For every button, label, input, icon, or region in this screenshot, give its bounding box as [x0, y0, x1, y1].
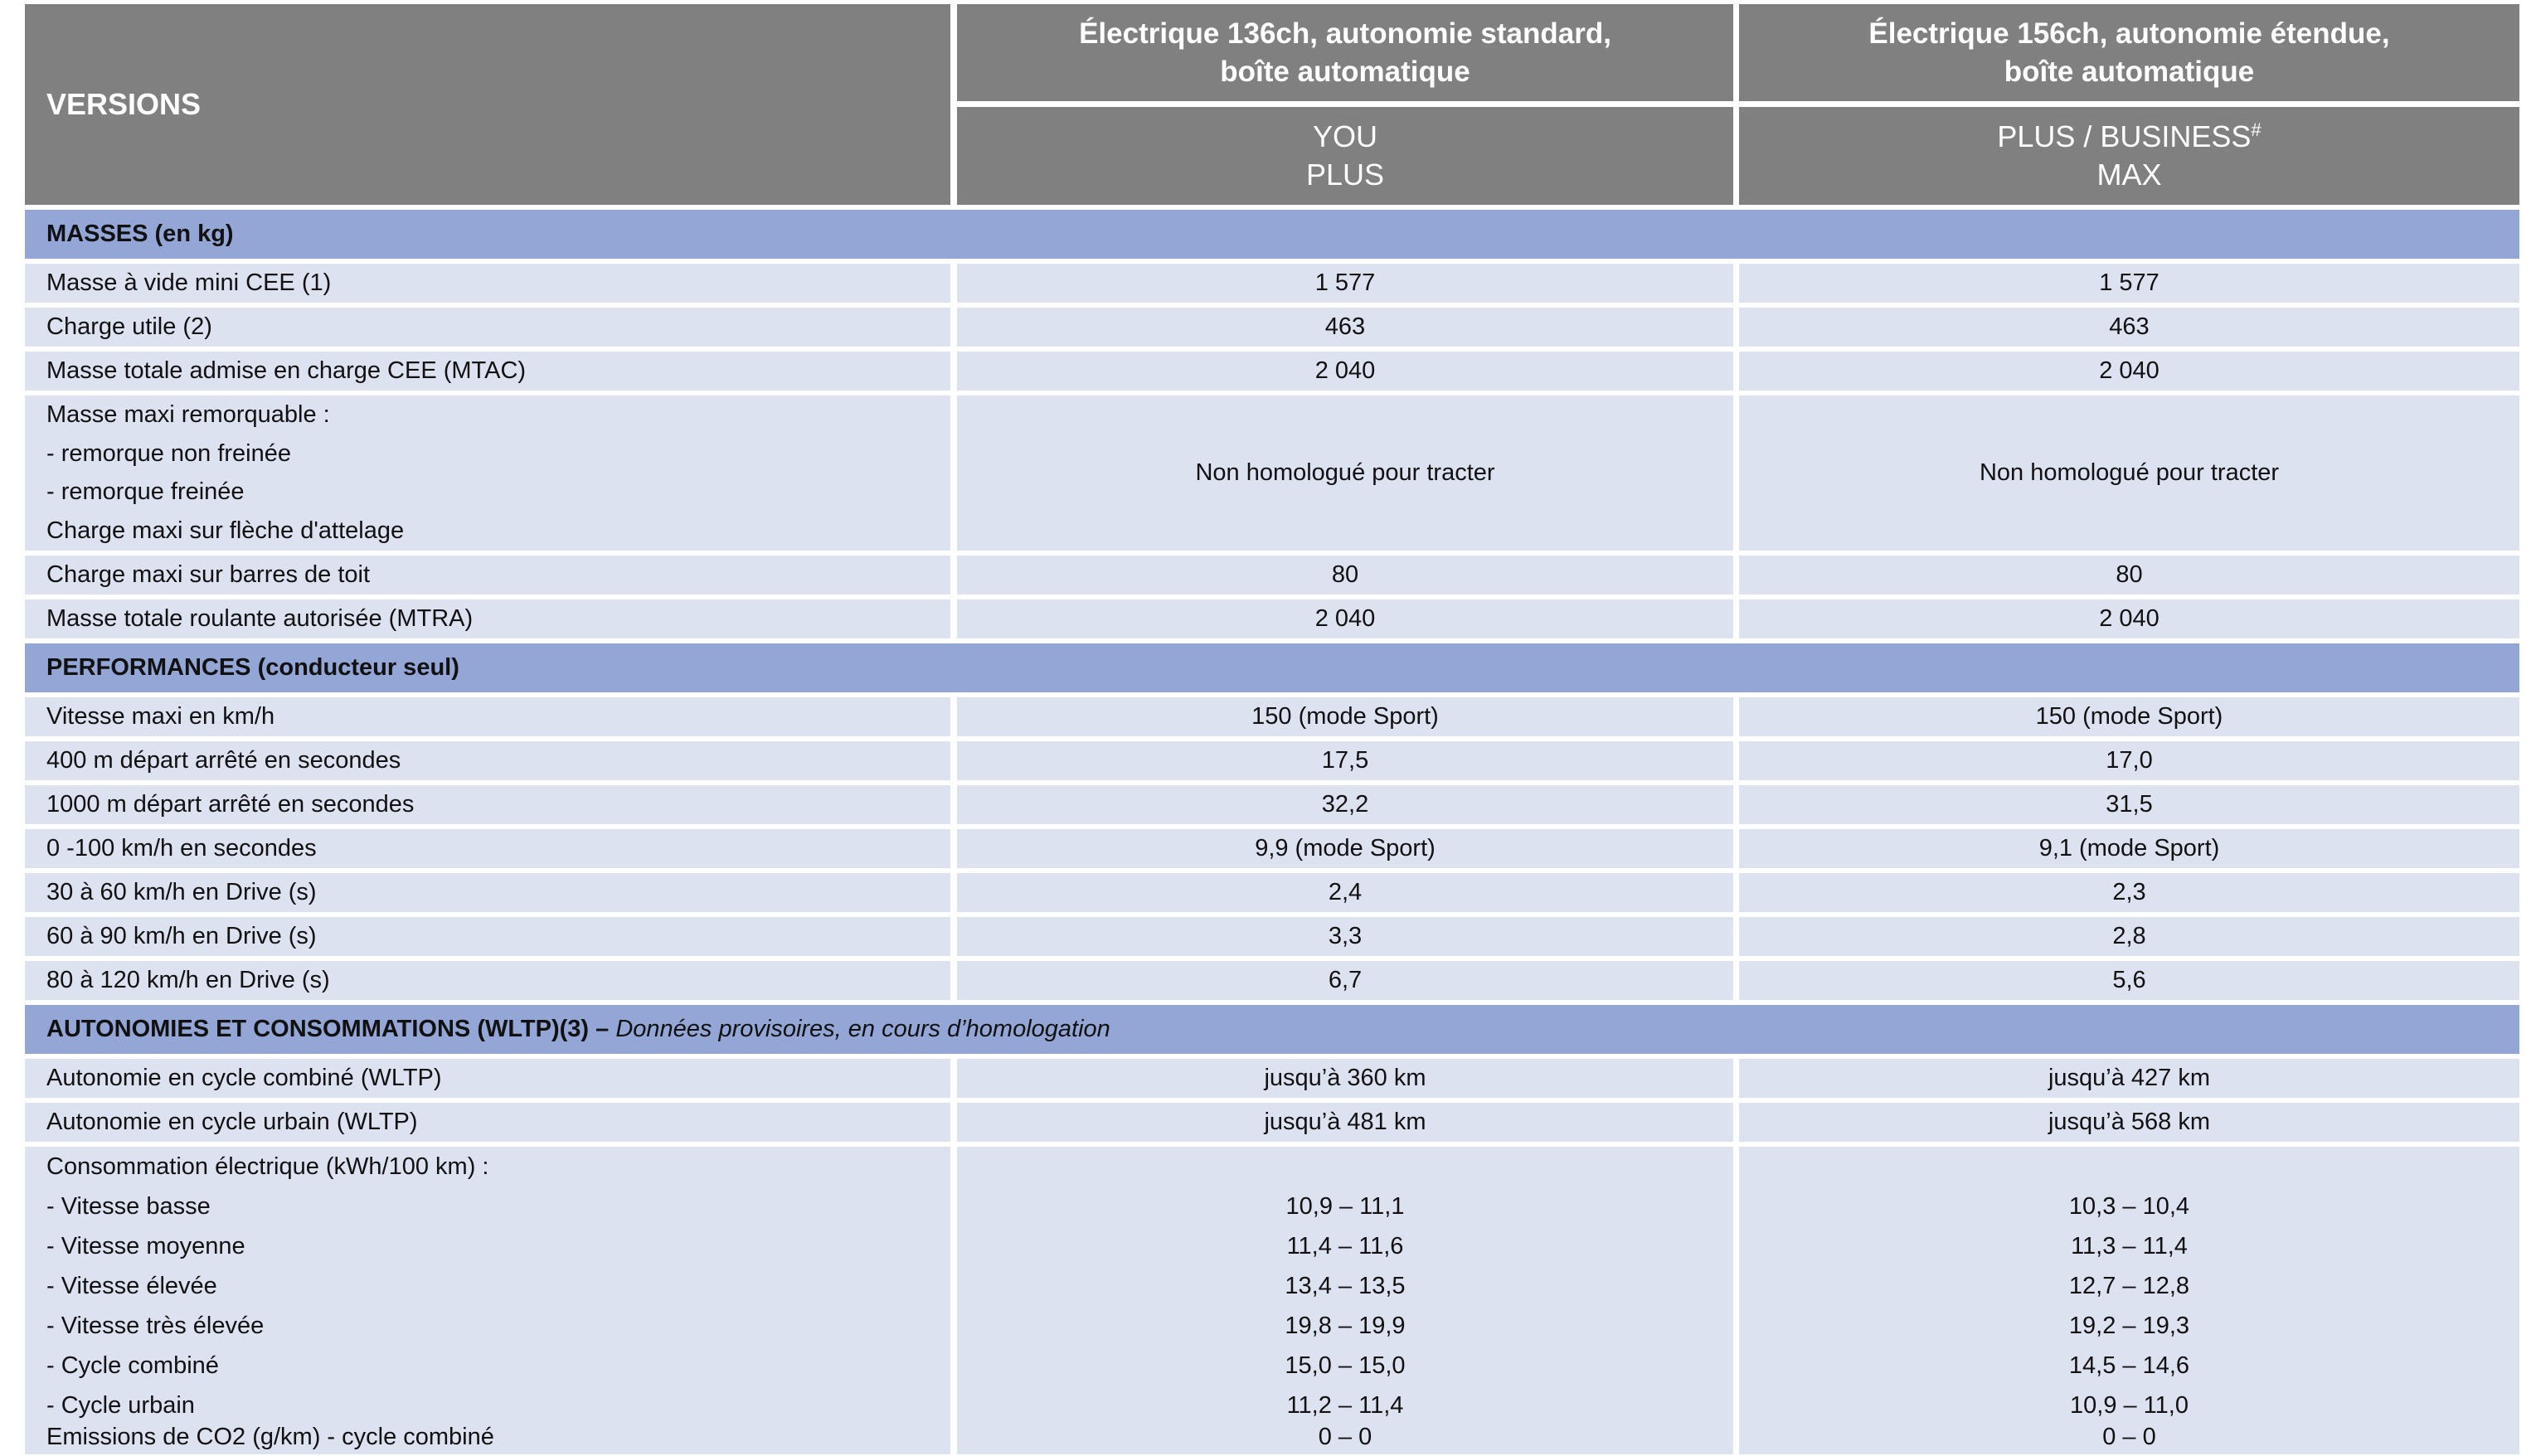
consumption-label: - Vitesse basse: [46, 1193, 211, 1220]
value-text: 17,5: [1321, 747, 1369, 774]
row-value-col1: [957, 961, 1733, 1000]
section-masses-title: MASSES (en kg): [46, 221, 234, 247]
versions-label: VERSIONS: [46, 87, 202, 121]
towing-label-2: - remorque non freinée: [46, 439, 291, 467]
row-value-col1: [957, 308, 1733, 347]
row-label-text: Masse totale admise en charge CEE (MTAC): [46, 357, 527, 384]
row-label: [25, 829, 950, 868]
col1-trim-1: YOU: [1312, 119, 1377, 153]
value-text: 10,9 – 11,0: [2070, 1392, 2189, 1419]
col2-trim-sup: #: [2251, 119, 2262, 140]
row-value-col2: [1739, 1103, 2519, 1142]
consumption-spacer: [2125, 1147, 2132, 1187]
row-value-col1: [957, 829, 1733, 868]
value-text: 0 – 0: [2102, 1423, 2156, 1450]
row-label-text: 400 m départ arrêté en secondes: [46, 747, 401, 774]
row-label-text: Charge maxi sur barres de toit: [46, 561, 371, 588]
row-label-text: Masse à vide mini CEE (1): [46, 269, 332, 296]
value-text: jusqu’à 481 km: [1264, 1109, 1426, 1135]
section-autonomies-title: AUTONOMIES ET CONSOMMATIONS (WLTP)(3) –: [46, 1016, 610, 1042]
row-label: [25, 556, 950, 595]
row-label: [25, 873, 950, 912]
row-label-text: Autonomie en cycle combiné (WLTP): [46, 1065, 442, 1091]
row-value-col1: [957, 741, 1733, 780]
row-value-col2: [1739, 917, 2519, 956]
row-value-col1: [957, 697, 1733, 736]
value-text: 10,3 – 10,4: [2068, 1193, 2190, 1220]
value-text: 32,2: [1321, 791, 1369, 818]
value-text: 2 040: [1314, 357, 1376, 384]
row-value-col1: [957, 1420, 1733, 1454]
row-value-col2: [1739, 785, 2519, 824]
value-text: 11,3 – 11,4: [2071, 1233, 2188, 1259]
section-performances: [25, 643, 2519, 692]
row-label: [25, 961, 950, 1000]
towing-label-1: Masse maxi remorquable :: [46, 400, 330, 428]
value-text: 19,8 – 19,9: [1285, 1313, 1406, 1339]
towing-label-cell: [25, 396, 950, 551]
value-text: 80: [1331, 561, 1359, 588]
value-text: 80: [2116, 561, 2143, 588]
row-value-col2: [1739, 599, 2519, 638]
row-label: [25, 352, 950, 391]
row-value-col1: [957, 352, 1733, 391]
consumption-label: - Vitesse élevée: [46, 1273, 217, 1299]
value-text: 14,5 – 14,6: [2068, 1352, 2190, 1379]
row-value-col2: [1739, 556, 2519, 595]
row-label: [25, 1103, 950, 1142]
row-label: [25, 741, 950, 780]
value-text: 9,1 (mode Sport): [2038, 835, 2220, 861]
row-value-col2: [1739, 741, 2519, 780]
towing-label-4: Charge maxi sur flèche d'attelage: [46, 517, 405, 545]
value-text: 463: [1324, 313, 1366, 340]
col2-title-cell: [1739, 4, 2519, 101]
towing-value-col1: [957, 396, 1733, 551]
value-text: Non homologué pour tracter: [1979, 459, 2280, 486]
value-text: 1 577: [2099, 269, 2159, 296]
col2-trim-line1: [1997, 118, 2261, 156]
col2-trim-line2: MAX: [2096, 158, 2162, 192]
value-text: 2,3: [2112, 879, 2146, 905]
row-label: [25, 308, 950, 347]
value-text: jusqu’à 427 km: [2048, 1065, 2211, 1091]
value-text: 463: [2109, 313, 2150, 340]
value-text: 19,2 – 19,3: [2068, 1313, 2190, 1339]
row-value-col2: [1739, 308, 2519, 347]
row-label-text: 1000 m départ arrêté en secondes: [46, 791, 415, 818]
consumption-title: Consommation électrique (kWh/100 km) :: [46, 1153, 489, 1180]
towing-value-col2: [1739, 396, 2519, 551]
value-text: 12,7 – 12,8: [2068, 1273, 2190, 1299]
row-label: [25, 1420, 950, 1454]
col2-title-line2: boîte automatique: [2004, 55, 2255, 88]
versions-header: [25, 4, 950, 205]
row-label-text: 30 à 60 km/h en Drive (s): [46, 879, 317, 905]
row-label: [25, 785, 950, 824]
col1-title-line1: Électrique 136ch, autonomie standard,: [1079, 17, 1611, 50]
value-text: jusqu’à 360 km: [1264, 1065, 1426, 1091]
col2-trims-cell: [1739, 107, 2519, 205]
value-text: 0 – 0: [1318, 1423, 1372, 1450]
consumption-label: - Cycle combiné: [46, 1352, 219, 1379]
value-text: 2,4: [1328, 879, 1363, 905]
consumption-label: - Vitesse moyenne: [46, 1233, 245, 1259]
row-value-col1: [957, 873, 1733, 912]
value-text: 5,6: [2112, 967, 2146, 993]
row-value-col2: [1739, 697, 2519, 736]
value-text: 9,9 (mode Sport): [1255, 835, 1436, 861]
section-masses: [25, 210, 2519, 259]
value-text: Non homologué pour tracter: [1195, 459, 1495, 486]
row-value-col2: [1739, 1059, 2519, 1098]
row-label-text: Masse totale roulante autorisée (MTRA): [46, 605, 474, 632]
consumption-values-col2: [1739, 1147, 2519, 1426]
col1-title-cell: [957, 4, 1733, 101]
row-label: [25, 917, 950, 956]
row-label: [25, 264, 950, 303]
row-label: [25, 697, 950, 736]
row-value-col2: [1739, 352, 2519, 391]
value-text: 2 040: [2099, 605, 2159, 632]
row-value-col1: [957, 917, 1733, 956]
row-value-col1: [957, 1059, 1733, 1098]
value-text: 13,4 – 13,5: [1285, 1273, 1406, 1299]
value-text: 2,8: [2112, 923, 2146, 949]
col1-title-line2: boîte automatique: [1220, 55, 1470, 88]
row-label-text: Autonomie en cycle urbain (WLTP): [46, 1109, 418, 1135]
section-autonomies-note: Données provisoires, en cours d’homologation: [615, 1016, 1110, 1042]
row-value-col2: [1739, 873, 2519, 912]
row-value-col1: [957, 1103, 1733, 1142]
value-text: 17,0: [2106, 747, 2153, 774]
value-text: 150 (mode Sport): [1251, 703, 1439, 730]
col1-trim-2: PLUS: [1305, 158, 1385, 192]
value-text: 15,0 – 15,0: [1285, 1352, 1406, 1379]
col2-title-line1: Électrique 156ch, autonomie étendue,: [1868, 17, 2390, 50]
row-value-col1: [957, 264, 1733, 303]
row-label-text: Emissions de CO2 (g/km) - cycle combiné: [46, 1423, 494, 1450]
value-text: jusqu’à 568 km: [2048, 1109, 2211, 1135]
value-text: 3,3: [1328, 923, 1363, 949]
row-label-text: 0 -100 km/h en secondes: [46, 835, 317, 861]
towing-label-3: - remorque freinée: [46, 478, 245, 506]
row-value-col1: [957, 599, 1733, 638]
col2-trim-text: PLUS / BUSINESS: [1997, 119, 2252, 153]
consumption-label-cell: [25, 1147, 950, 1426]
section-performances-title: PERFORMANCES (conducteur seul): [46, 654, 459, 681]
col1-trims-cell: [957, 107, 1733, 205]
value-text: 2 040: [1314, 605, 1376, 632]
value-text: 11,4 – 11,6: [1286, 1233, 1404, 1259]
section-autonomies: [25, 1005, 2519, 1054]
row-label-text: Charge utile (2): [46, 313, 212, 340]
consumption-spacer: [1342, 1147, 1348, 1187]
row-label: [25, 1059, 950, 1098]
value-text: 31,5: [2106, 791, 2153, 818]
value-text: 11,2 – 11,4: [1286, 1392, 1404, 1419]
row-value-col2: [1739, 264, 2519, 303]
value-text: 2 040: [2099, 357, 2159, 384]
value-text: 150 (mode Sport): [2035, 703, 2223, 730]
value-text: 6,7: [1328, 967, 1363, 993]
row-label: [25, 599, 950, 638]
row-label-text: 60 à 90 km/h en Drive (s): [46, 923, 317, 949]
row-value-col1: [957, 556, 1733, 595]
consumption-label: - Vitesse très élevée: [46, 1313, 265, 1339]
row-label-text: 80 à 120 km/h en Drive (s): [46, 967, 330, 993]
row-label-text: Vitesse maxi en km/h: [46, 703, 275, 730]
value-text: 1 577: [1314, 269, 1376, 296]
consumption-label: - Cycle urbain: [46, 1392, 195, 1419]
row-value-col2: [1739, 829, 2519, 868]
row-value-col2: [1739, 961, 2519, 1000]
row-value-col2: [1739, 1420, 2519, 1454]
consumption-values-col1: [957, 1147, 1733, 1426]
row-value-col1: [957, 785, 1733, 824]
value-text: 10,9 – 11,1: [1285, 1193, 1405, 1220]
